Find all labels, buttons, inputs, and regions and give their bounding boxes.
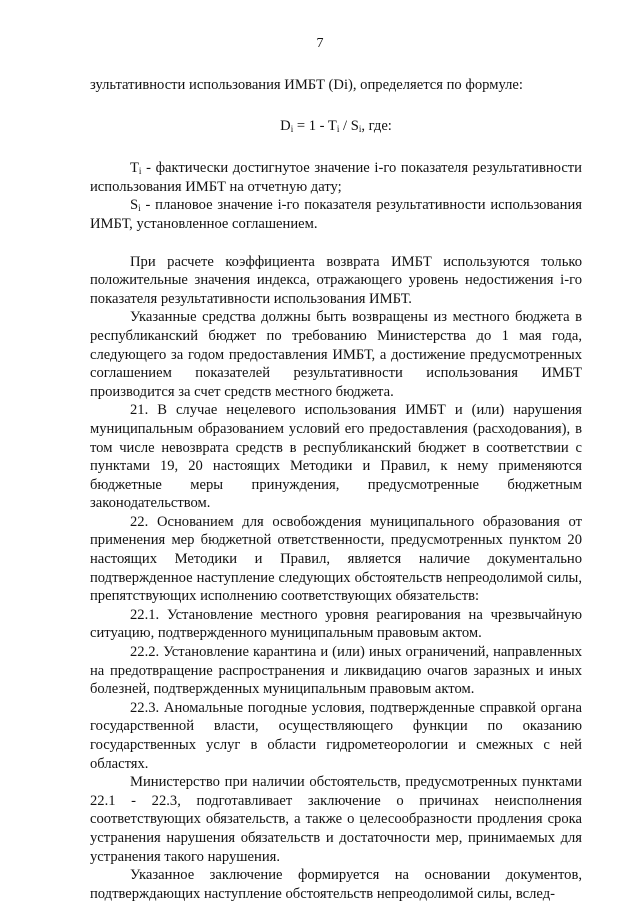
formula-mid1: = 1 - T <box>293 117 337 134</box>
spacer <box>90 234 582 253</box>
formula-lhs-sub: i <box>290 123 294 134</box>
definition-t-sub: i <box>138 166 142 177</box>
definition-t-text: - фактически достигнутое значение i-го показателя результативности использования ИМБТ на отчетную дату; <box>90 160 582 195</box>
formula <box>90 117 582 136</box>
definition-t <box>90 159 582 196</box>
intro-line: зультативности использования ИМБТ (Di), определяется по формуле: <box>90 77 523 93</box>
formula-mid2: / S <box>339 117 359 134</box>
paragraph-refund: Указанные средства должны быть возвращены из местного бюджета в республиканский бюджет по требованию Министерства до 1 мая года, следующего за годом предоставления ИМБТ, а достижение предусмотренных соглашением показателей результативности использования ИМБТ производится за счет средств местного бюджета. <box>90 309 582 400</box>
document-body <box>90 76 582 903</box>
formula-t-sub: i <box>336 123 340 134</box>
definition-s-text: - плановое значение i-го показателя результативности использования ИМБТ, установленное соглашением. <box>90 197 582 232</box>
paragraph-ministry: Министерство при наличии обстоятельств, предусмотренных пунктами 22.1 - 22.3, подготавливает заключение о причинах неисполнения соответствующих обязательств, а также о целесообразности продления срока устранения нарушения обязательств и достаточности мер, принимаемых для устранения такого нарушения. <box>90 774 582 865</box>
paragraph-22-3: 22.3. Аномальные погодные условия, подтвержденные справкой органа государственной власти, осуществляющего функции по оказанию государственных услуг в области гидрометеорологии и смежных с ней областях. <box>90 699 582 772</box>
page-number: 7 <box>316 36 324 51</box>
definition-t-symbol: T <box>130 160 139 177</box>
paragraph-22: 22. Основанием для освобождения муниципального образования от применения мер бюджетной ответственности, предусмотренных пунктом 20 настоящих Методики и Правил, является наличие документально подтвержденное наступление следующих обстоятельств непреодолимой силы, препятствующих исполнению соответствующих обязательств: <box>90 513 582 605</box>
formula-tail: , где: <box>361 117 392 134</box>
formula-s-sub: i <box>358 123 362 134</box>
paragraph-coefficient: При расчете коэффициента возврата ИМБТ используются только положительные значения индекса, отражающего уровень недостижения i-го показателя результативности использования ИМБТ. <box>90 253 582 307</box>
definition-s-symbol: S <box>130 197 139 214</box>
paragraph-22-1: 22.1. Установление местного уровня реагирования на чрезвычайную ситуацию, подтвержденного муниципальным правовым актом. <box>90 606 582 642</box>
paragraph-21: 21. В случае нецелевого использования ИМБТ и (или) нарушения муниципальным образованием условий его предоставления (расходования), в том числе невозврата средств в республиканский бюджет в соответствии с пунктами 19, 20 настоящих Методики и Правил, к нему применяются бюджетные меры принуждения, предусмотренные бюджетным законодательством. <box>90 402 582 512</box>
definition-s <box>90 196 582 233</box>
definition-s-sub: i <box>138 203 141 214</box>
paragraph-conclusion: Указанное заключение формируется на основании документов, подтверждающих наступление обстоятельств непреодолимой силы, вслед- <box>90 867 582 902</box>
paragraph-22-2: 22.2. Установление карантина и (или) иных ограничений, направленных на предотвращение распространения и ликвидацию очагов заразных и иных болезней, подтвержденных муниципальным правовым актом. <box>90 644 582 698</box>
formula-lhs: D <box>280 117 291 134</box>
